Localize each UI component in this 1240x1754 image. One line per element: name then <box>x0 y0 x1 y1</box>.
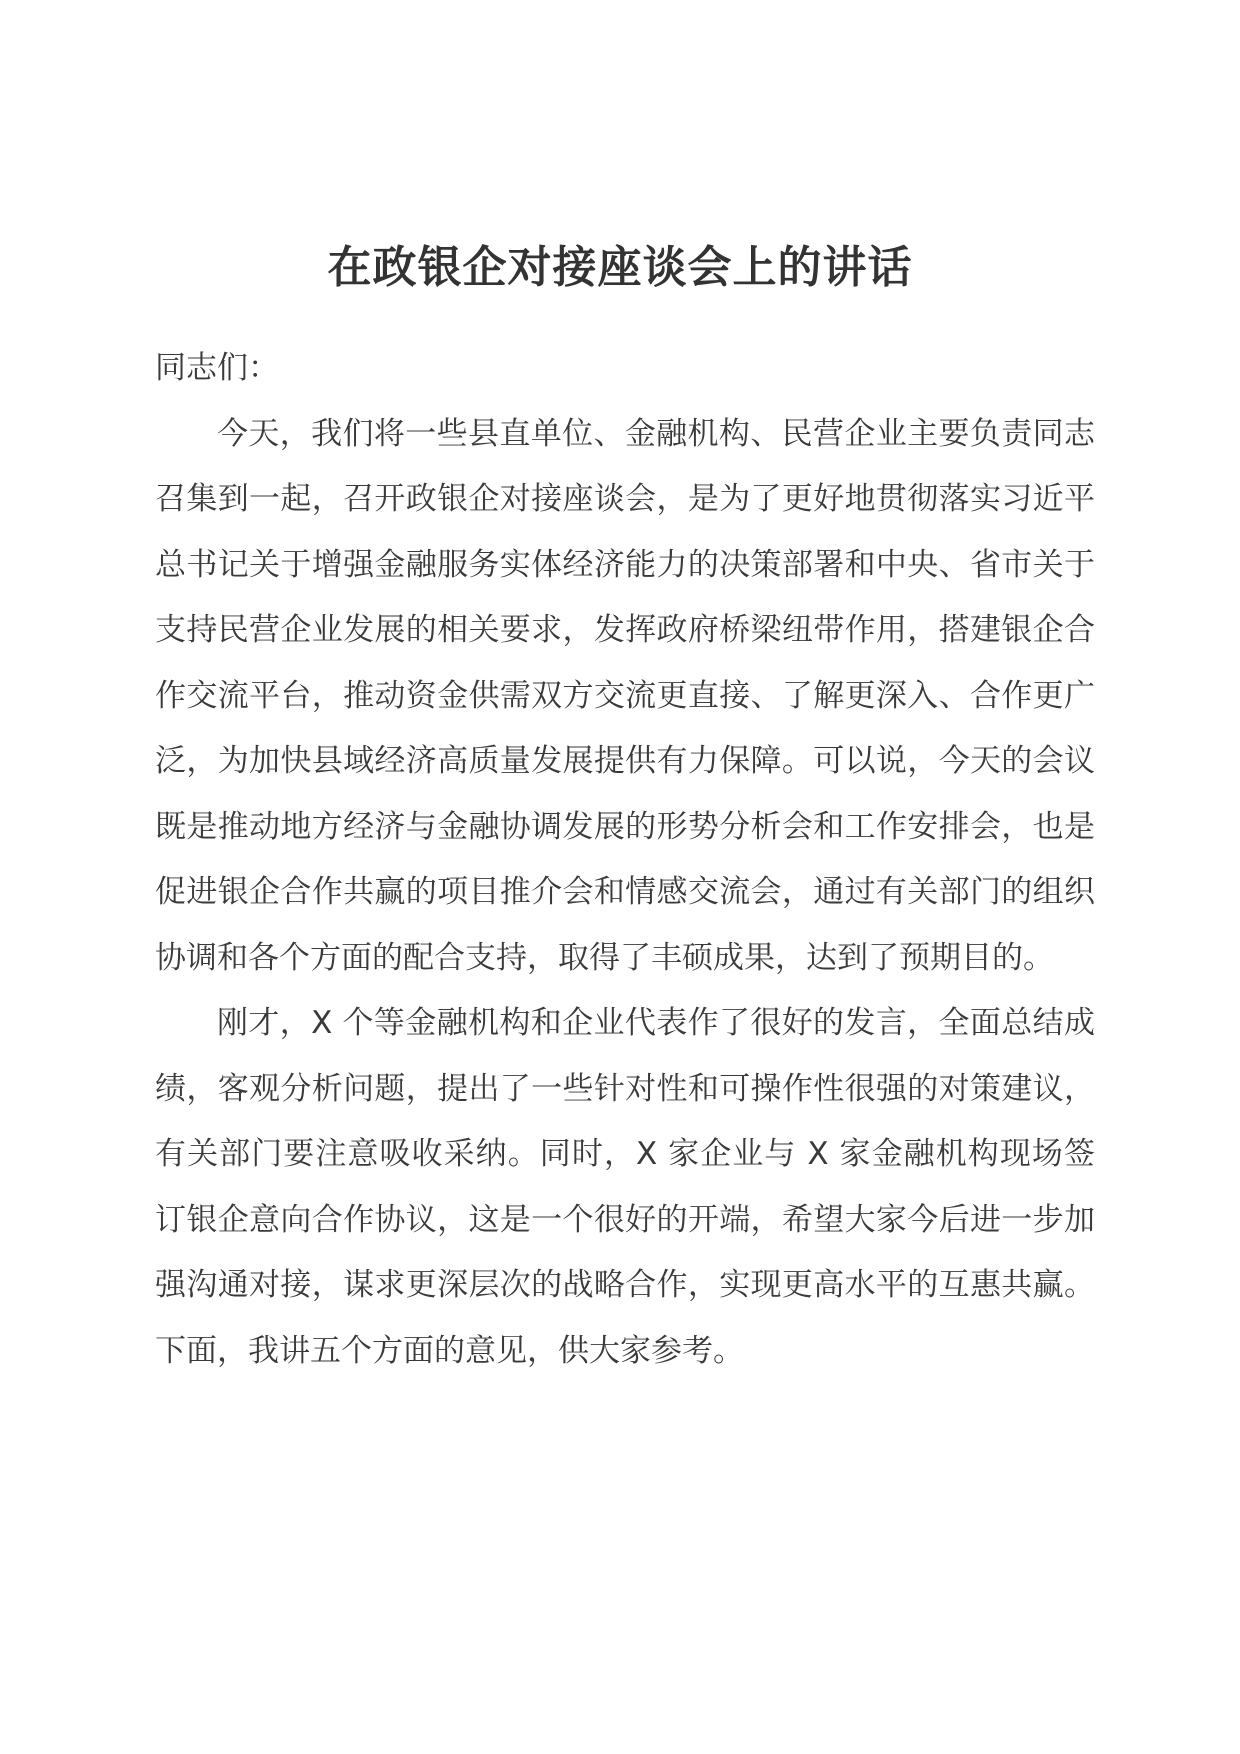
paragraph-1: 今天，我们将一些县直单位、金融机构、民营企业主要负责同志召集到一起，召开政银企对接座谈会，是为了更好地贯彻落实习近平总书记关于增强金融服务实体经济能力的决策部署和中央、省市关于支持民营企业发展的相关要求，发挥政府桥梁纽带作用，搭建银企合作交流平台，推动资金供需双方交流更直接、了解更深入、合作更广泛，为加快县域经济高质量发展提供有力保障。可以说，今天的会议既是推动地方经济与金融协调发展的形势分析会和工作安排会，也是促进银企合作共赢的项目推介会和情感交流会，通过有关部门的组织协调和各个方面的配合支持，取得了丰硕成果，达到了预期目的。 <box>155 415 1095 976</box>
paragraph-2: 刚才，X 个等金融机构和企业代表作了很好的发言，全面总结成绩，客观分析问题，提出了一些针对性和可操作性很强的对策建议，有关部门要注意吸收采纳。同时，X 家企业与 X 家金融机构现场签订银企意向合作协议，这是一个很好的开端，希望大家今后进一步加强沟通对接，谋求更深层次的战略合作，实现更高水平的互惠共赢。下面，我讲五个方面的意见，供大家参考。 <box>155 1005 1095 1369</box>
document-body <box>155 336 1095 1384</box>
document-title: 在政银企对接座谈会上的讲话 <box>327 242 913 293</box>
salutation: 同志们： <box>155 350 279 386</box>
